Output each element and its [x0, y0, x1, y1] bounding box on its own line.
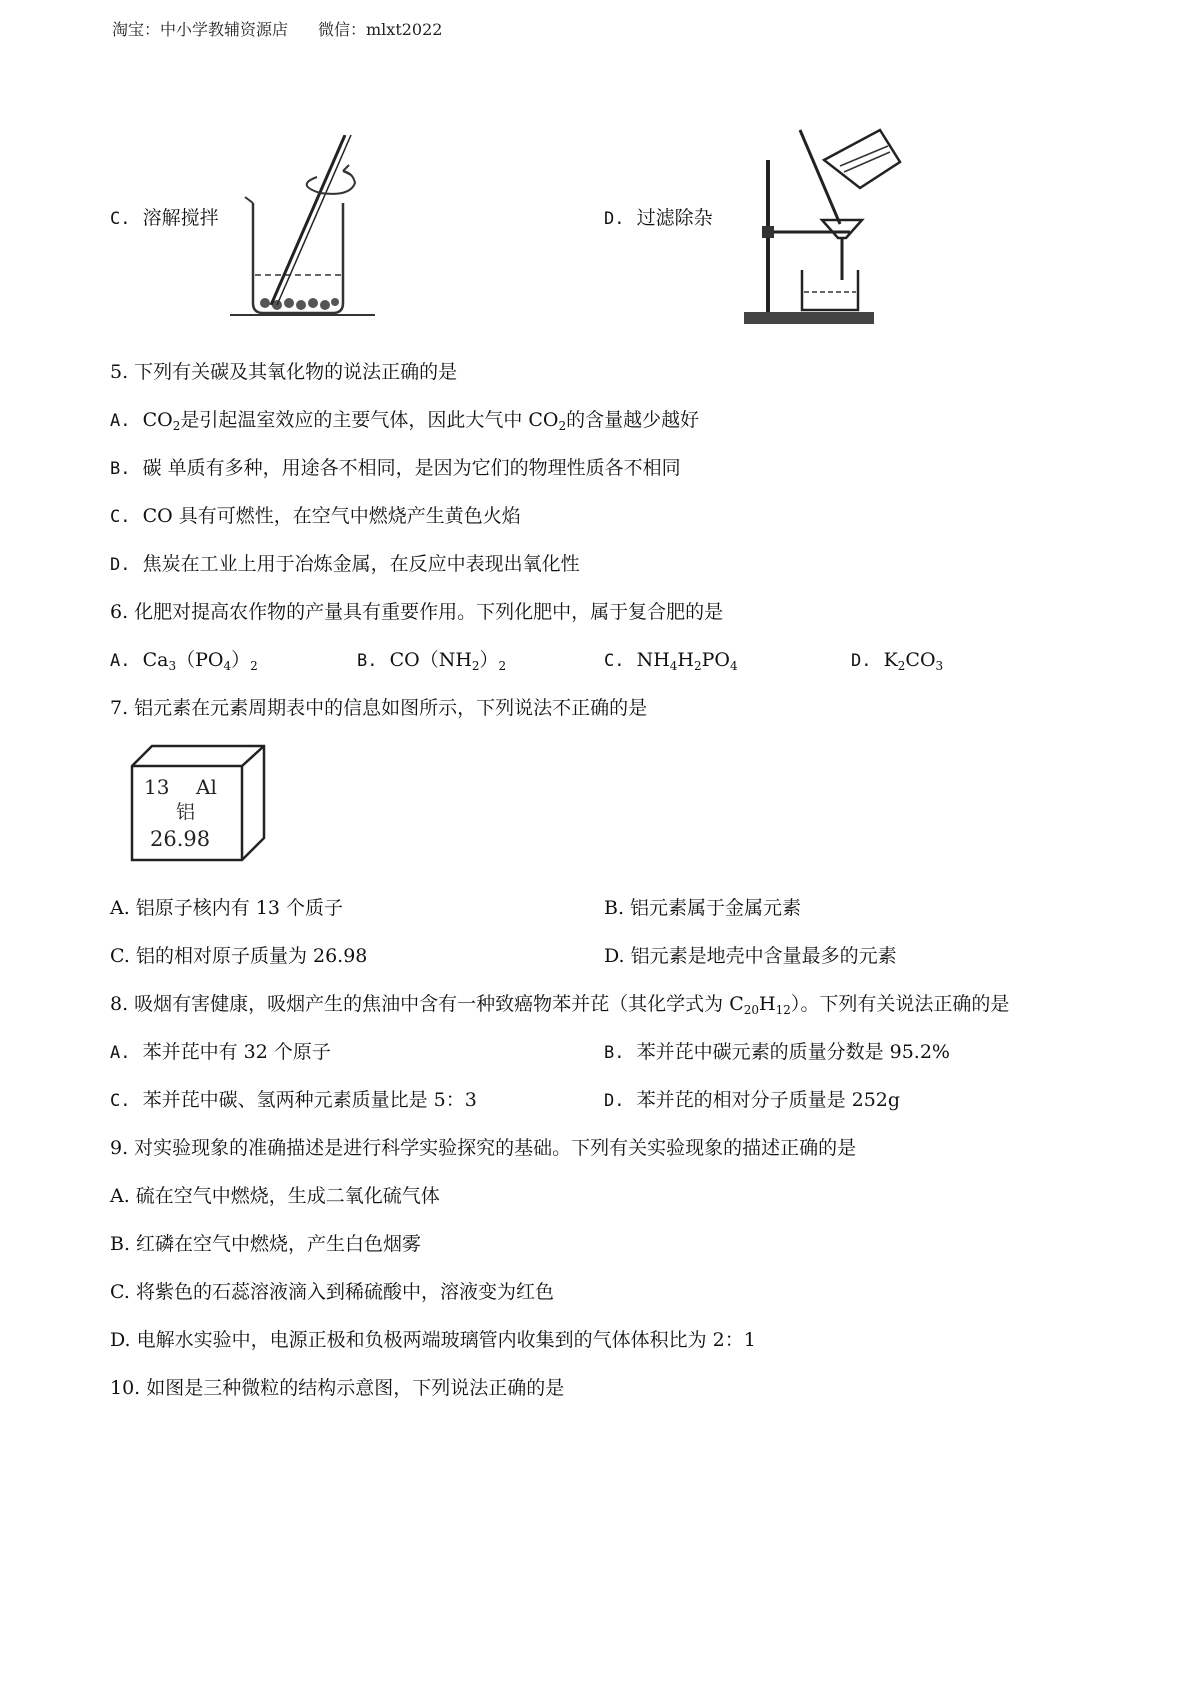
- q9-option-b: B. 红磷在空气中燃烧，产生白色烟雾: [110, 1233, 422, 1255]
- subscript: 2: [250, 659, 258, 673]
- q8-option-a: [110, 1040, 331, 1065]
- q6-stem: 6. 化肥对提高农作物的产量具有重要作用。下列化肥中，属于复合肥的是: [110, 601, 724, 623]
- periodic-table-cell-figure: [128, 742, 270, 866]
- q6-option-b: [357, 648, 506, 673]
- option-letter: A.: [110, 411, 131, 431]
- q9-stem: 9. 对实验现象的准确描述是进行科学实验探究的基础。下列有关实验现象的描述正确的是: [110, 1137, 857, 1159]
- option-letter: D.: [604, 209, 625, 229]
- q8-option-b: [604, 1040, 950, 1065]
- q6-option-c: [604, 648, 738, 673]
- option-text: CO: [142, 409, 173, 431]
- subscript: 2: [897, 659, 906, 673]
- subscript: 4: [730, 659, 738, 673]
- option-letter: B.: [110, 459, 131, 479]
- subscript: 2: [172, 419, 181, 433]
- option-text: 碳 单质有多种，用途各不相同，是因为它们的物理性质各不相同: [142, 457, 681, 479]
- q5-stem: 5. 下列有关碳及其氧化物的说法正确的是: [110, 361, 458, 383]
- subscript: 4: [669, 659, 678, 673]
- option-text: Ca: [142, 649, 169, 671]
- option-text: 苯并芘中碳、氢两种元素质量比是 5：3: [142, 1089, 477, 1111]
- beaker-stirring-rod-icon: [225, 135, 380, 320]
- q7-option-d: D. 铝元素是地壳中含量最多的元素: [604, 945, 897, 967]
- q4-option-d: [604, 206, 713, 231]
- option-text: CO 具有可燃性，在空气中燃烧产生黄色火焰: [142, 505, 521, 527]
- subscript: 2: [558, 419, 567, 433]
- option-text: H: [677, 649, 694, 671]
- subscript: 2: [498, 659, 507, 673]
- option-letter: C.: [110, 507, 131, 527]
- option-text: ）: [231, 649, 251, 671]
- option-text: CO: [905, 649, 936, 671]
- q7-option-a: A. 铝原子核内有 13 个质子: [110, 897, 344, 919]
- subscript: 12: [775, 1003, 791, 1017]
- option-text: 是引起温室效应的主要气体，因此大气中 CO: [180, 409, 559, 431]
- option-letter: C.: [604, 651, 625, 671]
- q5-option-b: [110, 456, 681, 481]
- q10-stem: 10. 如图是三种微粒的结构示意图，下列说法正确的是: [110, 1377, 565, 1399]
- option-letter: B.: [604, 1043, 625, 1063]
- option-letter: A.: [110, 1043, 131, 1063]
- option-letter: D.: [851, 651, 872, 671]
- option-text: CO（NH: [389, 649, 472, 671]
- option-letter: C.: [110, 1091, 131, 1111]
- cell-atomic-number: 13: [144, 775, 170, 799]
- option-text: （PO: [176, 649, 224, 671]
- option-text: 过滤除杂: [636, 207, 713, 229]
- q8-option-d: [604, 1088, 900, 1113]
- q7-stem: 7. 铝元素在元素周期表中的信息如图所示，下列说法不正确的是: [110, 697, 648, 719]
- option-text: 溶解搅拌: [142, 207, 219, 229]
- option-letter: B.: [357, 651, 378, 671]
- header-shop: 淘宝：中小学教辅资源店: [112, 20, 289, 39]
- cell-symbol: Al: [196, 775, 217, 799]
- q9-option-a: A. 硫在空气中燃烧，生成二氧化硫气体: [110, 1185, 440, 1207]
- stem-text: 8. 吸烟有害健康，吸烟产生的焦油中含有一种致癌物苯并芘（其化学式为 C: [110, 993, 744, 1015]
- subscript: 2: [694, 659, 702, 673]
- option-text: 苯并芘的相对分子质量是 252g: [636, 1089, 901, 1111]
- q5-option-c: [110, 504, 521, 529]
- subscript: 3: [168, 659, 177, 673]
- option-text: 的含量越少越好: [566, 409, 700, 431]
- subscript: 2: [471, 659, 480, 673]
- subscript: 20: [743, 1003, 760, 1017]
- q5-option-d: [110, 552, 580, 577]
- stem-text: ）。下列有关说法正确的是: [790, 993, 1010, 1015]
- option-text: PO: [701, 649, 731, 671]
- option-text: 焦炭在工业上用于冶炼金属，在反应中表现出氧化性: [142, 553, 580, 575]
- header-wechat: 微信：mlxt2022: [318, 20, 443, 39]
- option-text: ）: [479, 649, 499, 671]
- option-letter: A.: [110, 651, 131, 671]
- stem-text: H: [759, 993, 776, 1015]
- q8-stem: [110, 992, 1009, 1016]
- cell-name: 铝: [176, 801, 196, 823]
- option-text: K: [883, 649, 898, 671]
- q7-option-b: B. 铝元素属于金属元素: [604, 897, 802, 919]
- q7-option-c: C. 铝的相对原子质量为 26.98: [110, 945, 368, 967]
- cell-mass: 26.98: [150, 827, 211, 851]
- q6-option-d: [851, 648, 943, 673]
- q9-option-d: D. 电解水实验中，电源正极和负极两端玻璃管内收集到的气体体积比为 2：1: [110, 1329, 756, 1351]
- filtration-apparatus-icon: [740, 120, 910, 330]
- option-letter: D.: [604, 1091, 625, 1111]
- option-letter: D.: [110, 555, 131, 575]
- option-letter: C.: [110, 209, 131, 229]
- option-text: 苯并芘中碳元素的质量分数是 95.2%: [636, 1041, 950, 1063]
- q6-option-a: [110, 648, 258, 673]
- subscript: 3: [935, 659, 944, 673]
- option-text: NH: [636, 649, 670, 671]
- subscript: 4: [223, 659, 232, 673]
- q9-option-c: C. 将紫色的石蕊溶液滴入到稀硫酸中，溶液变为红色: [110, 1281, 554, 1303]
- q8-option-c: [110, 1088, 477, 1113]
- q5-option-a: [110, 408, 699, 433]
- q4-option-c: [110, 206, 219, 231]
- option-text: 苯并芘中有 32 个原子: [142, 1041, 331, 1063]
